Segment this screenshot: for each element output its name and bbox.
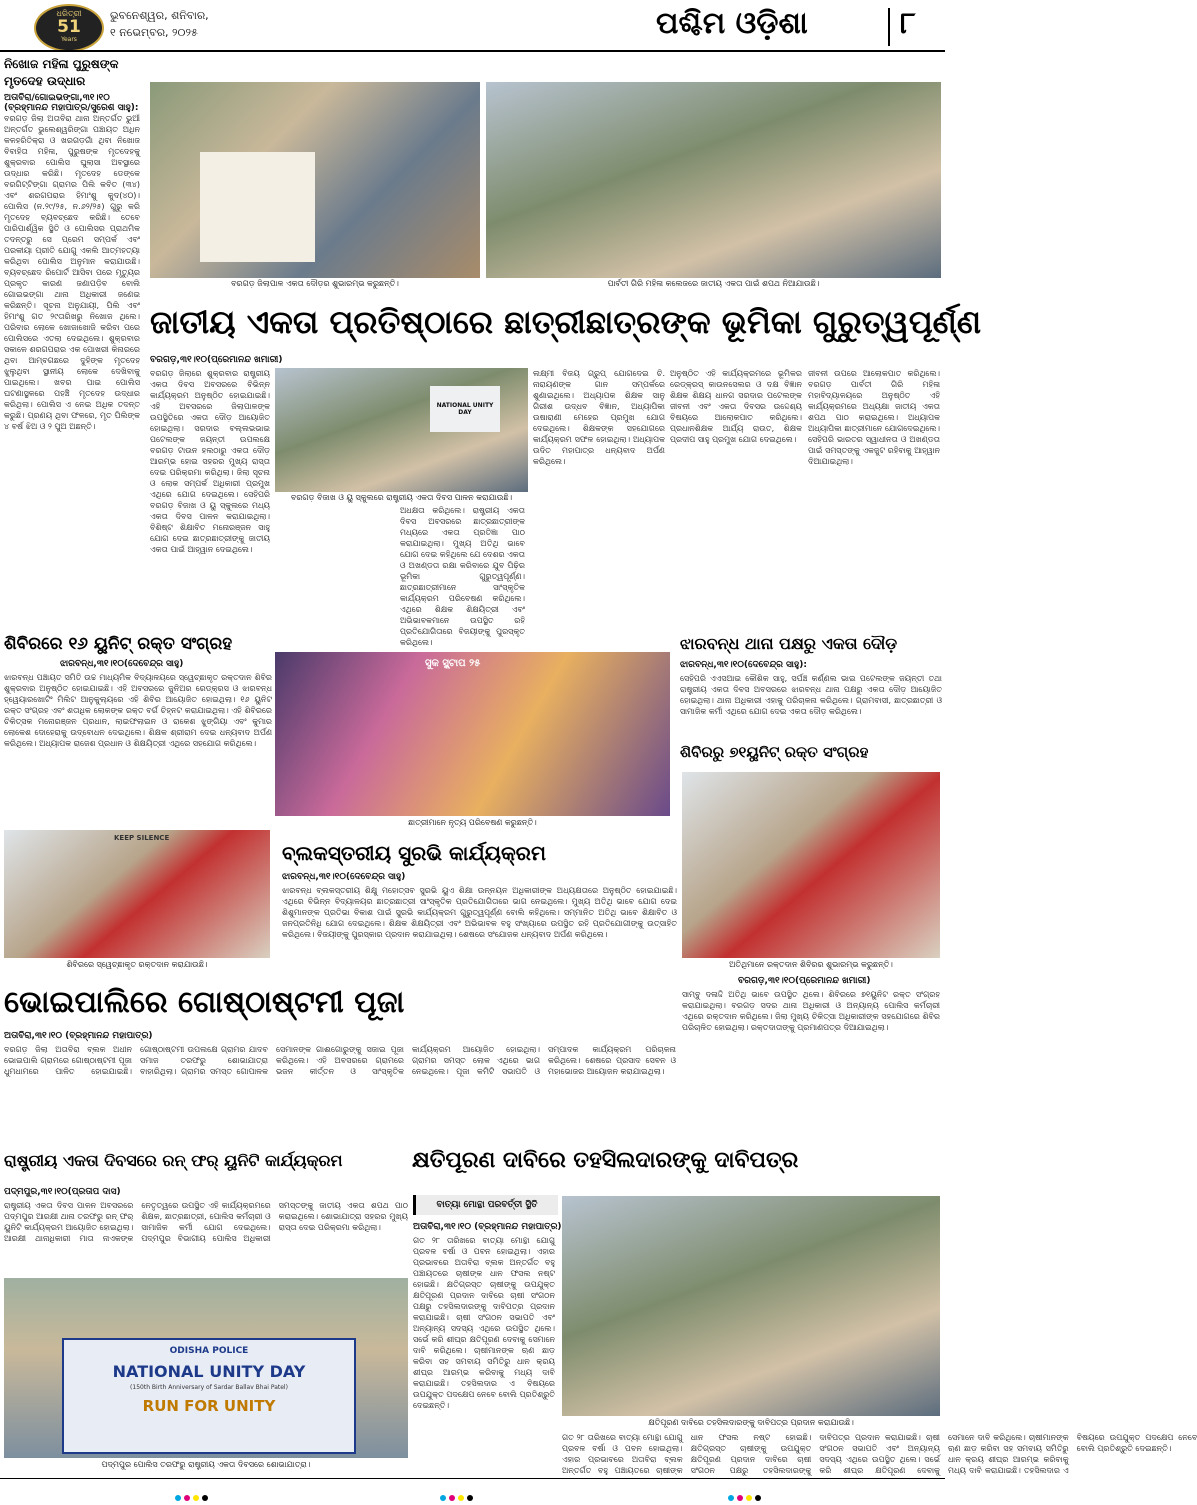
page-number: ୮: [900, 6, 916, 41]
school-banner-text: NATIONAL UNITY DAY: [436, 402, 494, 416]
photo-school-event: [275, 368, 528, 492]
photo-unity-run-flagoff: [150, 82, 480, 278]
blood71-byline: ବରଗଡ଼,୩୧।୧୦(ପ୍ରେମାନନ୍ଦ ଖମାରୀ): [738, 976, 871, 986]
surabhi-headline: ବ୍ଲକସ୍ତରୀୟ ସୁରଭି କାର୍ଯ୍ୟକ୍ରମ: [282, 841, 546, 865]
gostha-body: ବରଗଡ଼ ଜିଲା ଅତାବିରା ବ୍ଲକ ଅଧୀନ ଭୋଇପାଲି ଗ୍ରାମରେ ଗୋଷ୍ଠାଷ୍ଟମୀ ପୂଜା ଧୁମଧାମରେ ପାଳିତ ହୋଇଯାଇଛି। ଗୋଷ୍ଠାଷ୍ଟମୀ ଉପଲକ୍ଷେ ଗ୍ରାମର ଯାଦବ ସମାଜ ତରଫରୁ ଶୋଭାଯାତ୍ରା ବାହାରିଥିଲା। ଗ୍ରାମର ସମସ୍ତ ଗୋପାଳକ ସେମାନଙ୍କ ଗାଈଗୋରୁଙ୍କୁ ସଜାଇ ପୂଜା କରିଥିଲେ। ଏହି ଅବସରରେ ଗ୍ରାମରେ ଭଜନ କୀର୍ତ୍ତନ ଓ ସାଂସ୍କୃତିକ କାର୍ଯ୍ୟକ୍ରମ ଆୟୋଜିତ ହୋଇଥିଲା। ଗ୍ରାମର ସମସ୍ତ ଲୋକ ଏଥିରେ ଭାଗ ନେଇଥିଲେ। ପୂଜା କମିଟି ସଭାପତି ଓ ସମ୍ପାଦକ କାର୍ଯ୍ୟକ୍ରମ ପରିଚାଳନା କରିଥିଲେ। ଶେଷରେ ପ୍ରସାଦ ସେବନ ଓ ମହାଭୋଜର ଆୟୋଜନ କରାଯାଇଥିଲା।: [4, 1045, 676, 1076]
footer-rule: [0, 1478, 945, 1479]
compensation-headline: କ୍ଷତିପୂରଣ ଦାବିରେ ତହସିଲଦାରଙ୍କୁ ଦାବିପତ୍ର: [412, 1148, 799, 1173]
photo-police-rally: [4, 1278, 408, 1458]
compensation-body-col-2: ଗତ ୨୮ ତାରିଖରେ ବାତ୍ୟା ମୋନ୍ଥା ଯୋଗୁ ପ୍ରବଳ ବର୍ଷା ଓ ପବନ ହୋଇଥିଲା। ଏହାର ପ୍ରଭାବରେ ଅତାବିରା ବ୍ଲକ ଅନ୍ତର୍ଗତ ବହୁ ପଞ୍ଚାୟତରେ ଚାଷୀଙ୍କ ଧାନ ଫସଲ ନଷ୍ଟ ହୋଇଛି। କ୍ଷତିଗ୍ରସ୍ତ ଚାଷୀଙ୍କୁ ଉପଯୁକ୍ତ କ୍ଷତିପୂରଣ ପ୍ରଦାନ ଦାବିରେ ଚାଷୀ ସଂଗଠନ ପକ୍ଷରୁ ତହସିଲଦାରଙ୍କୁ ଦାବିପତ୍ର ପ୍ରଦାନ କରାଯାଇଛି। ଚାଷୀ ସଂଗଠନ ସଭାପତି ଏବଂ ଅନ୍ୟାନ୍ୟ ସଦସ୍ୟ ଏଥିରେ ଉପସ୍ଥିତ ଥିଲେ। ସର୍ଭେ କରି ଶୀଘ୍ର କ୍ଷତିପୂରଣ ଦେବାକୁ ସେମାନେ ଦାବି କରିଥିଲେ। ଚାଷୀମାନଙ୍କ ଋଣ ଛାଡ଼ କରିବା ସହ ସମବାୟ ସମିତିରୁ ଧାନ କ୍ରୟ ଶୀଘ୍ର ଆରମ୍ଭ କରିବାକୁ ମଧ୍ୟ ଦାବି କରାଯାଇଛି। ତହସିଲଦାର ଏ ବିଷୟରେ ଉପଯୁକ୍ତ ପଦକ୍ଷେପ ନେବେ ବୋଲି ପ୍ରତିଶ୍ରୁତି ଦେଇଛନ୍ତି।: [562, 1433, 1197, 1475]
gostha-headline: ଭୋଇପାଲିରେ ଗୋଷ୍ଠାଷ୍ଟମୀ ପୂଜା: [4, 985, 405, 1020]
photo-college-pledge: [486, 82, 941, 278]
gostha-byline: ଅତାବିରା,୩୧।୧୦ (ବ୍ରହ୍ମାନନ୍ଦ ମହାପାତ୍ର): [4, 1031, 153, 1041]
unity-headline: ଜାତୀୟ ଏକତା ପ୍ରତିଷ୍ଠାରେ ଛାତ୍ରୀଛାତ୍ରଙ୍କ ଭୂମିକା ଗୁରୁତ୍ୱପୂର୍ଣ୍ଣ: [150, 303, 982, 341]
unity-run-byline: ଝାରବନ୍ଧ,୩୧।୧୦(ଦେବେନ୍ଦ୍ର ସାହୁ):: [680, 660, 807, 670]
police-banner-line-2: NATIONAL UNITY DAY: [112, 1362, 306, 1381]
masthead: [0, 0, 945, 52]
unity-col-2: ଅଧକ୍ଷତା କରିଥିଲେ। ରାଷ୍ଟ୍ରୀୟ ଏକତା ଦିବସ ଅବସରରେ ଛାତ୍ରଛାତ୍ରୀଙ୍କ ମଧ୍ୟରେ ଏକତା ପ୍ରତିଜ୍ଞା ପାଠ କରାଯାଇଥିଲା। ମୁଖ୍ୟ ଅତିଥି ଭାବେ ଯୋଗ ଦେଇ କହିଥିଲେ ଯେ ଦେଶର ଏକତା ଓ ଅଖଣ୍ଡତା ରକ୍ଷା କରିବାରେ ଯୁବ ପିଢ଼ିର ଭୂମିକା ଗୁରୁତ୍ୱପୂର୍ଣ୍ଣ। ଛାତ୍ରଛାତ୍ରୀମାନେ ସାଂସ୍କୃତିକ କାର୍ଯ୍ୟକ୍ରମ ପରିବେଷଣ କରିଥିଲେ। ଏଥିରେ ଶିକ୍ଷକ ଶିକ୍ଷୟିତ୍ରୀ ଏବଂ ଅଭିଭାବକମାନେ ଉପସ୍ଥିତ ରହି ପ୍ରତିଯୋଗିତାରେ ବିଜୟୀଙ୍କୁ ପୁରସ୍କୃତ କରିଥିଲେ।: [400, 506, 525, 647]
blood16-headline: ଶିବିରରେ ୧୬ ୟୁନିଟ୍ ରକ୍ତ ସଂଗ୍ରହ: [4, 634, 233, 654]
headline-line-1: ନିଖୋଜ ମହିଳା ପୁରୁଷଙ୍କ: [4, 57, 119, 71]
story-body: ବରଗଡ଼ ଜିଲା ଅତାବିରା ଥାନା ଅନ୍ତର୍ଗତ ଭୁଆଁ ଅନ୍ତର୍ଗତ ଭୁଲେଶ୍ୱରିଙ୍ଗା ପଞ୍ଚାୟତ ଅଧିନ କଳହରିତିକ୍ରା ଓ ଖରଗଡ଼ଗାଁ ଥିବା ନିଖୋଜ ବିବାହିତା ମହିଳା, ପୁରୁଷଙ୍କ ମୃତଦେହକୁ ଶୁକ୍ରବାର ପୋଲିସ ଘୁଲାସା ଅବସ୍ଥାରେ ଉଦ୍ଧାର କରିଛି। ମୃତଦେହ ଡେଙ୍କେ ବରଗିଟ୍ଟିଙ୍ଗା ଗ୍ରାମର ପିଲି କବିତ (୩୪) ଏବଂ ଶରଗପରାର ହିମାଂଶୁ କୁଦ(୪୦)। ପୋଲିସ (ନ.୨୯/୨୫, ନ.୬୨/୨୫) ଗୁରୁ କରି ମୃତଦେହ ବ୍ୟବଚ୍ଛେଦ କରିଛି। ତେବେ ପାରିପାର୍ଶ୍ୱିକ ସ୍ଥିତି ଓ ପୋଲିସର ପ୍ରାଥମିକ ତଦନ୍ତରୁ ସେ ପ୍ରେମ ସମ୍ପର୍କ ଏବଂ ପରକୀୟା ପ୍ରୀତି ଯୋଗୁ ଏକଲି ଆତ୍ମହତ୍ୟା କରିଥିବା ପୋଲିସ ଅନୁମାନ କରାଯାଉଛି। ବ୍ୟବଚ୍ଛେଦ ରିପୋର୍ଟ ଆସିବା ପରେ ମୃତ୍ୟୁର ପ୍ରକୃତ କାରଣ ଜଣାପଡ଼ିବ ବୋଲି ଗୋଇଭଙ୍ଗା ଥାନା ଅଧିକାରୀ ଜଣେଇ କରିଛନ୍ତି। ସୂଚନା ଅନୁଯାୟୀ, ପିଲି ଏବଂ ହିମାଂଶୁ ଗତ ୨୯ତାରିଖରୁ ନିଖୋଜ ଥିଲେ। ପରିବାର ଲୋକେ ଖୋଜାଖୋଜି କରିବା ପରେ ପୋଲିସରେ ଏତଲା ଦେଇଥିଲେ। ଶୁକ୍ରବାର ସକାଳେ ଶରଗପରାର ଏକ ପୋଖରୀ କିନାରରେ ଥିବା ଆମ୍ବଗଛରେ ଦୁହିଙ୍କ ମୃତଦେହ ଝୁଲୁଥିବା ସ୍ଥାନୀୟ ଲୋକେ ଦେଖିବାକୁ ପାଇଥିଲେ। ଖବର ପାଇ ପୋଲିସ ଘଟଣାସ୍ଥଳରେ ପହଞ୍ଚି ମୃତଦେହ ଉଦ୍ଧାର କରିଥିଲା। ପୋଲିସ ଏ ନେଇ ଅଧିକ ତଦନ୍ତ କରୁଛି। ପ୍ରଣୟ ଥିବା ଫଳରେ, ମୃତ ପିଲିଙ୍କ ୪ ବର୍ଷ ଝିଅ ଓ ୨ ପୁଅ ଅଛନ୍ତି।: [4, 114, 140, 431]
caption-blood-left: ଶିବିରରେ ସ୍ୱେଚ୍ଛାକୃତ ରକ୍ତଦାନ କରାଯାଉଛି।: [66, 960, 208, 969]
masthead-divider: [888, 8, 890, 46]
unity-run-body: ସେହିପରି ଏଏସଆଇ କୌଶିକ ସାହୁ, ସର୍ପଞ୍ଚ କର୍ଣ୍ଣଲ ଭାଇ ପଟେଲଙ୍କ ଜୟନ୍ତୀ ତଥା ରାଷ୍ଟ୍ରୀୟ ଏକତା ଦିବସ ଅବସରରେ ଝାରବନ୍ଧ ଥାନା ପକ୍ଷରୁ ଏକତା ଦୌଡ଼ ଆୟୋଜିତ ହୋଇଥିଲା। ଥାନା ଅଧିକାରୀ ଏହାକୁ ପରିଚାଳନା କରିଥିଲେ। ଗ୍ରାମବାସୀ, ଛାତ୍ରଛାତ୍ରୀ ଓ ସାମାଜିକ କର୍ମୀ ଏଥିରେ ଯୋଗ ଦେଇ ଏକତା ଦୌଡ଼ କରିଥିଲେ।: [680, 674, 942, 716]
police-banner-line-4: RUN FOR UNITY: [142, 1397, 276, 1415]
blood-banner: KEEP SILENCE: [114, 834, 170, 842]
story-missing: [4, 56, 140, 494]
photo-memorandum: [562, 1196, 940, 1416]
headline-line-2: ମୃତଦେହ ଉଦ୍ଧାର: [4, 74, 86, 88]
masthead-rule: [0, 50, 945, 52]
byline: ଅତାବିରା/ଗୋଇଭଙ୍ଗା,୩୧।୧୦: [4, 93, 110, 103]
photo-dance: [275, 652, 670, 816]
caption-police: ପଦ୍ମପୁର ପୋଲିସ ତରଫରୁ ରାଷ୍ଟ୍ରୀୟ ଏକତା ଦିବସରେ ଶୋଭାଯାତ୍ରା।: [101, 1460, 311, 1469]
photo-ribbon-cutting: [682, 772, 940, 958]
run-for-unity-headline: ରାଷ୍ଟ୍ରୀୟ ଏକତା ଦିବସରେ ରନ୍ ଫର୍ ୟୁନିଟି କାର୍ଯ୍ୟକ୍ରମ: [4, 1151, 343, 1170]
date-line-1: ଭୁବନେଶ୍ୱର, ଶନିବାର,: [110, 9, 209, 22]
registration-dots-left: [175, 1486, 211, 1505]
photo-blood-donation: [4, 830, 270, 958]
logo-years-label: Years: [61, 36, 77, 43]
registration-dots-right: [728, 1486, 764, 1505]
date-line-2: ୧ ନଭେମ୍ବର, ୨୦୨୫: [110, 26, 198, 39]
run-for-unity-body: ରାଷ୍ଟ୍ରୀୟ ଏକତା ଦିବସ ପାଳନ ଅବସରରେ ପଦ୍ମପୁର ଆରକ୍ଷୀ ଥାନା ତରଫରୁ ରନ୍ ଫର୍ ୟୁନିଟି କାର୍ଯ୍ୟକ୍ରମ ଆୟୋଜିତ ହୋଇଥିଲା। ଆରକ୍ଷୀ ଥାନାଧିକାରୀ ମାତା ନାଏକଙ୍କ ନେତୃତ୍ୱରେ ଉପସ୍ଥିତ ଏହି କାର୍ଯ୍ୟକ୍ରମରେ ଶିକ୍ଷକ, ଛାତ୍ରଛାତ୍ରୀ, ପୋଲିସ କର୍ମଚାରୀ ଓ ସାମାଜିକ କର୍ମୀ ଯୋଗ ଦେଇଥିଲେ। ପଦ୍ମପୁର ବିଭାଗୀୟ ପୋଲିସ ଅଧିକାରୀ ସମସ୍ତଙ୍କୁ ଜାତୀୟ ଏକତା ଶପଥ ପାଠ କରାଇଥିଲେ। ଶୋଭାଯାତ୍ରା ସହରର ମୁଖ୍ୟ ରାସ୍ତା ଦେଇ ପରିକ୍ରମା କରିଥିଲା।: [4, 1201, 408, 1243]
caption-top-left: ବରଗଡ଼ ଜିଲାପାଳ ଏକତା ଦୌଡ଼ର ଶୁଭାରମ୍ଭ କରୁଛନ୍ତି।: [231, 279, 399, 288]
unity-byline: ବରଗଡ଼,୩୧।୧୦(ପ୍ରେମାନନ୍ଦ ଖମାରୀ): [150, 355, 283, 365]
surabhi-body: ଝାରବନ୍ଧ ବ୍ଲକସ୍ତରୀୟ ଶିକ୍ଷୁ ମହୋତ୍ସବ ସୁରଭି ୟୁଏ ଶିକ୍ଷା ଉନ୍ନୟନ ଅଧିକାରୀଙ୍କ ଅଧ୍ୟକ୍ଷତାରେ ଅନୁଷ୍ଠିତ ହୋଇଯାଇଛି। ଏଥିରେ ବିଭିନ୍ନ ବିଦ୍ୟାଳୟର ଛାତ୍ରଛାତ୍ରୀ ସାଂସ୍କୃତିକ ପ୍ରତିଯୋଗିତାରେ ଭାଗ ନେଇଥିଲେ। ମୁଖ୍ୟ ଅତିଥି ଭାବେ ଯୋଗ ଦେଇ ଶିଶୁମାନଙ୍କ ପ୍ରତିଭା ବିକାଶ ପାଇଁ ସୁରଭି କାର୍ଯ୍ୟକ୍ରମ ଗୁରୁତ୍ୱପୂର୍ଣ୍ଣ ବୋଲି କହିଥିଲେ। ସମ୍ମାନିତ ଅତିଥି ଭାବେ ଶିକ୍ଷାବିତ ଓ ଜନପ୍ରତିନିଧି ଯୋଗ ଦେଇଥିଲେ। ଶିକ୍ଷକ ଶିକ୍ଷୟିତ୍ରୀ ଏବଂ ଅଭିଭାବକ ବହୁ ସଂଖ୍ୟାରେ ଉପସ୍ଥିତ ରହି ପ୍ରତିଯୋଗୀଙ୍କୁ ଉତ୍ସାହିତ କରିଥିଲେ। ବିଜୟୀଙ୍କୁ ପୁରସ୍କାର ପ୍ରଦାନ କରାଯାଇଥିଲା। ଶେଷରେ ସଂଯୋଜକ ଧନ୍ୟବାଦ ଅର୍ପଣ କରିଥିଲେ।: [282, 886, 677, 939]
unity-col-3: ଲକ୍ଷ୍ମୀ ବିଜୟ ଗ୍ରୁପ୍ ଯୋଗଦେଇ ଚି. ନାରାୟଣଙ୍କ ଗାନ ସମ୍ପର୍କରେ ଶୁଣାଇଥିଲେ। ଅଧ୍ୟାପକ ଶିକ୍ଷକ ସାନୁ ଗିରୀଶ ଉଦ୍ଧବ ବିଜ୍ଞାନ, ଅଧ୍ୟାପିକା ଉଷାରାଣୀ ମେହେର ପ୍ରମୁଖ ଯୋଗ ଦେଇଥିଲେ। ଶିକ୍ଷକଙ୍କ ସହଯୋଗରେ କାର୍ଯ୍ୟକ୍ରମ ସଫଳ ହୋଇଥିଲା। ଅଧ୍ୟାପକ ଉଦିତ ମହାପାତ୍ର ଧନ୍ୟବାଦ ଅର୍ପଣ କରିଥିଲେ।: [533, 369, 665, 466]
police-banner: [62, 1338, 356, 1454]
compensation-byline: ଅତାବିରା,୩୧।୧୦ (ବ୍ରହ୍ମାନନ୍ଦ ମହାପାତ୍ର): [413, 1222, 562, 1232]
unity-col-1: ବରଗଡ଼ ଜିଲାରେ ଶୁକ୍ରବାର ରାଷ୍ଟ୍ରୀୟ ଏକତା ଦିବସ ଅବସରରେ ବିଭିନ୍ନ କାର୍ଯ୍ୟକ୍ରମ ଅନୁଷ୍ଠିତ ହୋଇଯାଇଛି। ଏହି ଅବସରରେ ଜିଲାପାଳଙ୍କ ଉପସ୍ଥିତିରେ ଏକତା ଦୌଡ଼ ଆୟୋଜିତ ହୋଇଥିଲା। ସରଦାର ବଲ୍ଲଭଭାଇ ପଟେଲଙ୍କ ଜୟନ୍ତୀ ଉପଲକ୍ଷେ ବରଗଡ଼ ଟାଉନ ହଲଠାରୁ ଏକତା ଦୌଡ଼ ଆରମ୍ଭ ହୋଇ ସହରର ମୁଖ୍ୟ ରାସ୍ତା ଦେଇ ପରିକ୍ରମା କରିଥିଲା। ଜିଲା ସୂଚନା ଓ ଲୋକ ସମ୍ପର୍କ ଅଧିକାରୀ ପ୍ରମୁଖ ଏଥିରେ ଯୋଗ ଦେଇଥିଲେ। ସେହିପରି ବରଗଡ଼ ବିଜାଖ ଓ ୟୁ ସ୍କୁଲରେ ମଧ୍ୟ ଏକତା ଦିବସ ପାଳନ କରାଯାଇଥିଲା। ବିଶିଷ୍ଟ ଶିକ୍ଷାବିତ ମନୋରଞ୍ଜନ ସାହୁ ଯୋଗ ଦେଇ ଛାତ୍ରଛାତ୍ରୀଙ୍କୁ ଜାତୀୟ ଏକତା ପାଇଁ ଆହ୍ୱାନ ଦେଇଥିଲେ।: [150, 369, 270, 554]
surabhi-byline: ଝାରବନ୍ଧ,୩୧।୧୦(ଦେବେନ୍ଦ୍ର ସାହୁ): [282, 872, 406, 882]
banner-patch: [200, 152, 315, 262]
unity-run-headline: ଝାରବନ୍ଧ ଥାନା ପକ୍ଷରୁ ଏକତା ଦୌଡ଼: [680, 634, 898, 653]
blood16-byline: ଝାରବନ୍ଧ,୩୧।୧୦(ଦେବେନ୍ଦ୍ର ସାହୁ): [60, 659, 184, 669]
caption-dance: ଛାତ୍ରୀମାନେ ନୃତ୍ୟ ପରିବେଷଣ କରୁଛନ୍ତି।: [408, 818, 537, 827]
compensation-body-col-1: ଗତ ୨୮ ତାରିଖରେ ବାତ୍ୟା ମୋନ୍ଥା ଯୋଗୁ ପ୍ରବଳ ବର୍ଷା ଓ ପବନ ହୋଇଥିଲା। ଏହାର ପ୍ରଭାବରେ ଅତାବିରା ବ୍ଲକ ଅନ୍ତର୍ଗତ ବହୁ ପଞ୍ଚାୟତରେ ଚାଷୀଙ୍କ ଧାନ ଫସଲ ନଷ୍ଟ ହୋଇଛି। କ୍ଷତିଗ୍ରସ୍ତ ଚାଷୀଙ୍କୁ ଉପଯୁକ୍ତ କ୍ଷତିପୂରଣ ପ୍ରଦାନ ଦାବିରେ ଚାଷୀ ସଂଗଠନ ପକ୍ଷରୁ ତହସିଲଦାରଙ୍କୁ ଦାବିପତ୍ର ପ୍ରଦାନ କରାଯାଇଛି। ଚାଷୀ ସଂଗଠନ ସଭାପତି ଏବଂ ଅନ୍ୟାନ୍ୟ ସଦସ୍ୟ ଏଥିରେ ଉପସ୍ଥିତ ଥିଲେ। ସର୍ଭେ କରି ଶୀଘ୍ର କ୍ଷତିପୂରଣ ଦେବାକୁ ସେମାନେ ଦାବି କରିଥିଲେ। ଚାଷୀମାନଙ୍କ ଋଣ ଛାଡ଼ କରିବା ସହ ସମବାୟ ସମିତିରୁ ଧାନ କ୍ରୟ ଶୀଘ୍ର ଆରମ୍ଭ କରିବାକୁ ମଧ୍ୟ ଦାବି କରାଯାଇଛି। ତହସିଲଦାର ଏ ବିଷୟରେ ଉପଯୁକ୍ତ ପଦକ୍ଷେପ ନେବେ ବୋଲି ପ୍ରତିଶ୍ରୁତି ଦେଇଛନ୍ତି।: [413, 1236, 555, 1410]
section-title: ପଶ୍ଚିମ ଓଡ଼ିଶା: [656, 6, 808, 41]
byline-2: (ବ୍ରହ୍ମାନନ୍ଦ ମହାପାତ୍ର/ସୁରେଶ ସାହୁ):: [4, 103, 139, 113]
registration-dots-center: [440, 1486, 476, 1505]
logo-top-text: ଧରିତ୍ରୀ: [56, 9, 82, 18]
caption-top-right: ପାର୍ବତୀ ଗିରି ମହିଳା କଲେଜରେ ଜାତୀୟ ଏକତା ପାଇଁ ଶପଥ ନିଆଯାଉଛି।: [607, 279, 820, 288]
caption-memo: କ୍ଷତିପୂରଣ ଦାବିରେ ତହସିଲଦାରଙ୍କୁ ଦାବିପତ୍ର ପ୍ରଦାନ କରାଯାଉଛି।: [648, 1418, 854, 1427]
blood71-body: ସାମ୍ବୁ ଦଳାଦ୍ଦି ଅତିଥି ଭାବେ ଉପସ୍ଥିତ ଥିଲେ। ଶିବିରରେ ୭୧ୟୁନିଟ ରକ୍ତ ସଂଗ୍ରହ କରାଯାଇଥିଲା। ବରଗଡ଼ ସଦର ଥାନା ଅଧିକାରୀ ଓ ଅନ୍ୟାନ୍ୟ ପୋଲିସ କର୍ମଚାରୀ ଏଥିରେ ରକ୍ତଦାନ କରିଥିଲେ। ଜିଲା ମୁଖ୍ୟ ଚିକିତ୍ସା ଅଧିକାରୀଙ୍କ ସହଯୋଗରେ ଶିବିର ପରିଚାଳିତ ହୋଇଥିଲା। ରକ୍ତଦାତାଙ୍କୁ ପ୍ରମାଣପତ୍ର ଦିଆଯାଇଥିଲା।: [682, 990, 940, 1032]
dance-banner: ସୁକ ସ୍କ୍ଟାପ ୨୫: [425, 658, 481, 669]
police-banner-line-1: ODISHA POLICE: [169, 1346, 249, 1356]
anniversary-logo: [34, 4, 104, 52]
blood16-body: ଝାରବନ୍ଧ ପଞ୍ଚାୟତ ସମିତି ଉଚ୍ଚ ମାଧ୍ୟମିକ ବିଦ୍ୟାଳୟରେ ସ୍ୱେଚ୍ଛାକୃତ ରକ୍ତଦାନ ଶିବିର ଶୁକ୍ରବାର ଅନୁଷ୍ଠିତ ହୋଇଯାଇଛି। ଏହି ଅବସରରେ ଜୁନିଅର ରେଡ୍‌କ୍ରସ ଓ ଝାରବନ୍ଧ ହ୍ୱେୟାରଖୋଟିଂ ମିଲିଟ ଆନୁକୁଲ୍ୟରେ ଏହି ଶିବିର ଆୟୋଜିତ ହୋଇଥିଲା। ୧୬ ୟୁନିଟ ରକ୍ତ ସଂଗ୍ରହ ଏବଂ ଶତାଧିକ ଲୋକଙ୍କ ରକ୍ତ ବର୍ଗ ଚିହ୍ନଟ କରାଯାଇଥିଲା। ଏହି ଶିବିରରେ ଚିକିତ୍ସକ ମନୋରଞ୍ଜନ ପ୍ରଧାନ, ଲାଇଫଲାଇନ ଓ ରାକେଶ ଝୁଙ୍ଗିୟା ଏବଂ କୁମାର ଲୋକେଶ ଦୋହେରାକୁ ଉଦ୍ବୋଧନ ଦେଇଥିଲେ। ଶିକ୍ଷକ ଶ୍ରୀରାମ ଦେଇ ଧନ୍ୟବାଦ ଅର୍ପଣ କରିଥିଲେ। ଅଧ୍ୟାପକ ରାଜେଶ ପ୍ରଧାନ ଓ ଶିକ୍ଷୟିତ୍ରୀ ଏଥିରେ ସହଯୋଗ କରିଥିଲେ।: [4, 673, 272, 748]
caption-ribbon: ଅତିଥିମାନେ ରକ୍ତଦାନ ଶିବିରର ଶୁଭାରମ୍ଭ କରୁଛନ୍ତି।: [729, 960, 893, 969]
school-screen: [430, 386, 500, 432]
compensation-kicker: ବାତ୍ୟା ମୋନ୍ଥା ପରବର୍ତ୍ତୀ ସ୍ଥିତି: [413, 1195, 558, 1215]
unity-col-5: ଜୀବନୀ ଉପରେ ଆଲୋକପାତ କରିଥିଲେ। ବରଗଡ଼ ପାର୍ବତୀ ଗିରି ମହିଳା ମହାବିଦ୍ୟାଳୟରେ ଅନୁଷ୍ଠିତ ଏହି କାର୍ଯ୍ୟକ୍ରମରେ ଅଧ୍ୟକ୍ଷା ଜାତୀୟ ଏକତା ଶପଥ ପାଠ କରାଇଥିଲେ। ଅଧ୍ୟାପକ ଅଧ୍ୟାପିକା ଛାତ୍ରୀମାନେ ଯୋଗଦେଇଥିଲେ। ସେହିପରି ଭାରତର ସ୍ୱାଧୀନତା ଓ ଅଖଣ୍ଡତା ପାଇଁ ସମସ୍ତଙ୍କୁ ଏକଜୁଟ ରହିବାକୁ ଆହ୍ୱାନ ଦିଆଯାଇଥିଲା।: [808, 369, 940, 466]
logo-years-number: 51: [57, 17, 81, 37]
blood71-headline: ଶିବିରରୁ ୭୧ୟୁନିଟ୍ ରକ୍ତ ସଂଗ୍ରହ: [680, 743, 869, 761]
unity-col-4: ଅନୁଷ୍ଠିତ ଏହି କାର୍ଯ୍ୟକ୍ରମରେ ଭୂମିକର ରେଡ୍‌କ୍ରସ୍ କାଉନସେଲର ଓ ଦକ୍ଷ ବିଜ୍ଞାନ ଶିକ୍ଷକ ଶିକ୍ଷୟ ଧାନଗ ସରଦାର ପଟେଲଙ୍କ ଜୀବନୀ ଏବଂ ଏକତା ଦିବସର ଉଦ୍ଦେଶ୍ୟ ବିଷୟରେ ଆଲୋକପାତ କରିଥିଲେ। ପ୍ରଧାନଶିକ୍ଷକ ଆର୍ଯ୍ୟ ରାଉତ, ଶିକ୍ଷକ ପ୍ରଦୀପ ସାହୁ ପ୍ରମୁଖ ଯୋଗ ଦେଇଥିଲେ।: [670, 369, 802, 444]
run-for-unity-byline: ପଦ୍ମପୁର,୩୧।୧୦(ପ୍ରତାପ ଦାସ): [4, 1187, 121, 1197]
police-banner-line-3: (150th Birth Anniversary of Sardar Ballav Bhai Patel): [130, 1384, 288, 1391]
caption-school: ବରଗଡ଼ ବିଜାଖ ଓ ୟୁ ସ୍କୁଲରେ ରାଷ୍ଟ୍ରୀୟ ଏକତା ଦିବସ ପାଳନ କରାଯାଉଛି।: [290, 493, 513, 502]
